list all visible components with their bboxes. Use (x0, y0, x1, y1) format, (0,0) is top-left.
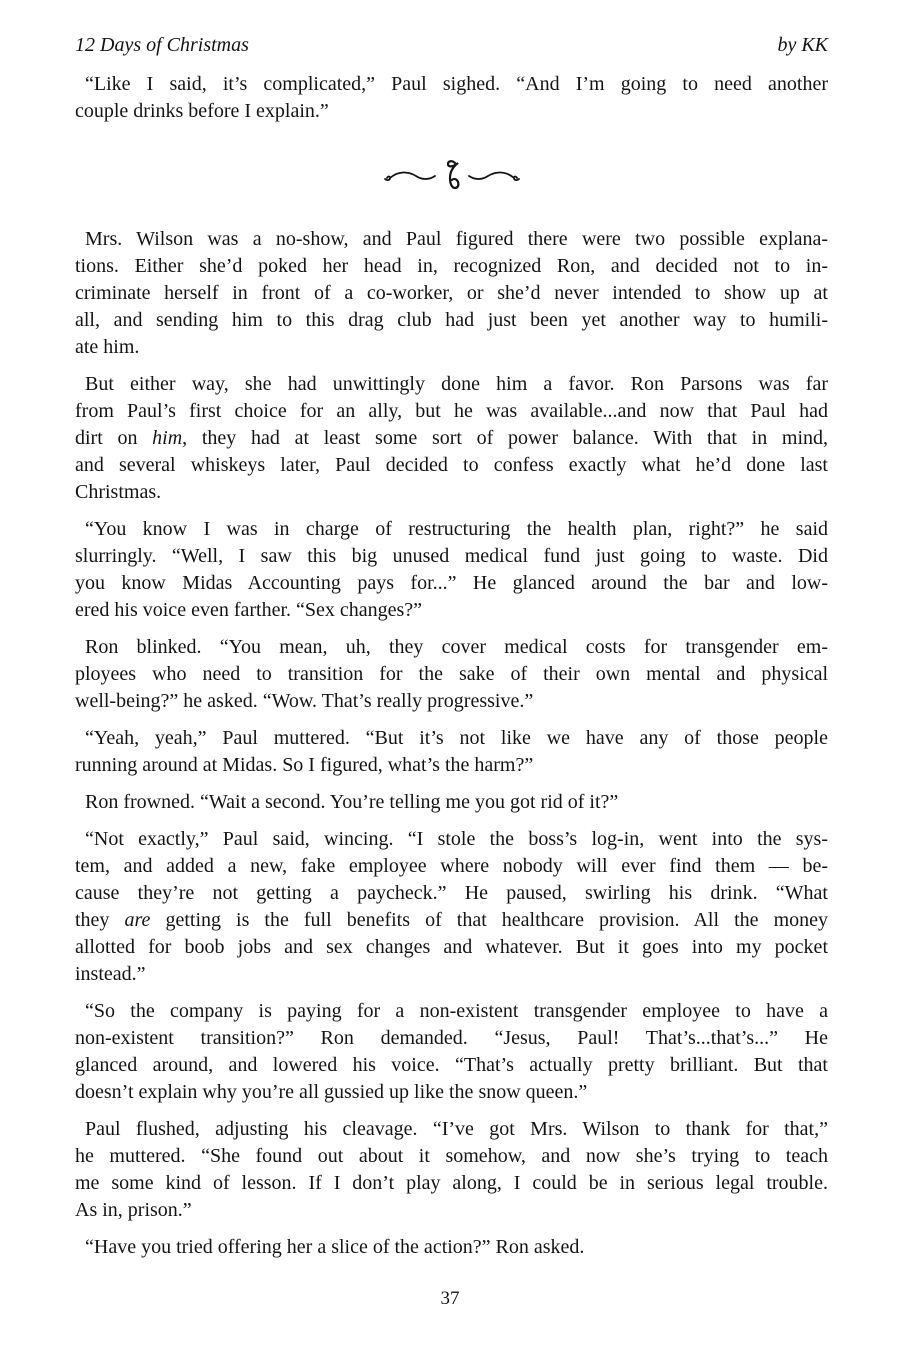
text-line: Christmas. (75, 481, 162, 503)
text-line: allotted for boob jobs and sex changes and whatever. But it goes into my pocket (75, 936, 828, 958)
book-title: 12 Days of Christmas (75, 34, 249, 56)
text-line: Ron blinked. “You mean, uh, they cover medical costs for transgender em- (85, 636, 828, 658)
text-line: glanced around, and lowered his voice. “That’s actually pretty brilliant. But that (75, 1054, 828, 1076)
main-text (75, 226, 828, 1261)
text-line: non-existent transition?” Ron demanded. “Jesus, Paul! That’s...that’s...” He (75, 1027, 828, 1049)
page-number: 37 (440, 1288, 460, 1309)
section-divider (75, 152, 828, 200)
text-line: from Paul’s first choice for an ally, but he was available...and now that Paul had (75, 400, 828, 422)
author-byline: by KK (777, 34, 828, 56)
text-line: tions. Either she’d poked her head in, recognized Ron, and decided not to in- (75, 255, 828, 277)
paragraph (75, 1234, 828, 1261)
text-line: and several whiskeys later, Paul decided to confess exactly what he’d done last (75, 454, 828, 476)
text-line: But either way, she had unwittingly done him a favor. Ron Parsons was far (85, 373, 828, 395)
paragraph (75, 725, 828, 779)
paragraph (75, 516, 828, 624)
paragraph (75, 826, 828, 988)
text-line: “So the company is paying for a non-existent transgender employee to have a (85, 1000, 828, 1022)
text-line: “Yeah, yeah,” Paul muttered. “But it’s not like we have any of those people (85, 727, 828, 749)
text-line: they are getting is the full benefits of that healthcare provision. All the money (75, 909, 829, 931)
paragraph (75, 998, 828, 1106)
paragraph (75, 789, 828, 816)
text-line: he muttered. “She found out about it somehow, and now she’s trying to teach (75, 1145, 828, 1167)
paragraph (75, 634, 828, 715)
text-line: ered his voice even farther. “Sex changes?” (75, 599, 423, 621)
text-line: “You know I was in charge of restructuring the health plan, right?” he said (85, 518, 828, 540)
text-line: Paul flushed, adjusting his cleavage. “I’ve got Mrs. Wilson to thank for that,” (85, 1118, 828, 1140)
text-line: Ron frowned. “Wait a second. You’re telling me you got rid of it?” (85, 791, 619, 813)
flourish-divider-icon (377, 154, 527, 198)
text-line: couple drinks before I explain.” (75, 100, 329, 122)
paragraph (75, 1116, 828, 1224)
paragraph (75, 371, 828, 506)
text-line: ployees who need to transition for the sake of their own mental and physical (75, 663, 828, 685)
text-line: doesn’t explain why you’re all gussied up like the snow queen.” (75, 1081, 588, 1103)
paragraph (75, 226, 828, 361)
intro-text (75, 71, 828, 125)
text-line: Mrs. Wilson was a no-show, and Paul figured there were two possible explana- (85, 228, 828, 250)
text-line: you know Midas Accounting pays for...” He glanced around the bar and low- (75, 572, 828, 594)
text-line: cause they’re not getting a paycheck.” He paused, swirling his drink. “What (75, 882, 828, 904)
text-line: all, and sending him to this drag club had just been yet another way to humili- (75, 309, 828, 331)
text-line: slurringly. “Well, I saw this big unused medical fund just going to waste. Did (75, 545, 828, 567)
text-line: ate him. (75, 336, 140, 358)
text-line: “Not exactly,” Paul said, wincing. “I stole the boss’s log-in, went into the sys- (85, 828, 828, 850)
text-line: As in, prison.” (75, 1199, 192, 1221)
running-header (75, 34, 828, 56)
text-line: criminate herself in front of a co-worker, or she’d never intended to show up at (75, 282, 828, 304)
text-line: me some kind of lesson. If I don’t play along, I could be in serious legal trouble. (75, 1172, 828, 1194)
text-line: dirt on him, they had at least some sort of power balance. With that in mind, (75, 427, 828, 449)
paragraph (75, 71, 828, 125)
text-line: instead.” (75, 963, 146, 985)
text-line: “Like I said, it’s complicated,” Paul sighed. “And I’m going to need another (85, 73, 828, 95)
text-line: well-being?” he asked. “Wow. That’s really progressive.” (75, 690, 534, 712)
text-line: tem, and added a new, fake employee where nobody will ever find them — be- (75, 855, 828, 877)
text-line: “Have you tried offering her a slice of the action?” Ron asked. (85, 1236, 585, 1258)
text-line: running around at Midas. So I figured, what’s the harm?” (75, 754, 534, 776)
